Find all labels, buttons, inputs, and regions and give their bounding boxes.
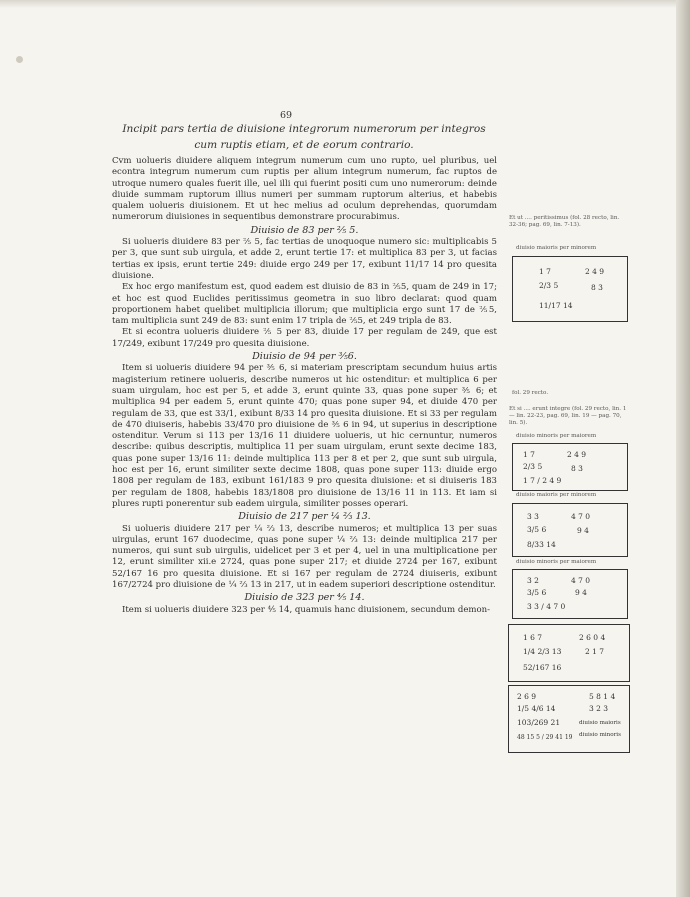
box1-a: 1 7 — [539, 267, 551, 276]
box1-b: 2 4 9 — [585, 267, 605, 276]
margin-note-2: fol. 29 recto. — [512, 390, 549, 396]
box3-b: 4 7 0 — [571, 512, 591, 521]
box1-e: 11/17 14 — [539, 301, 573, 310]
calc-box-1 — [512, 256, 628, 322]
box4-a: 3 2 — [527, 576, 539, 585]
calc-box-6 — [508, 685, 630, 753]
caption-4: diuisio minoris per maiorem — [516, 559, 597, 565]
paragraph-2: Si uolueris diuidere 83 per ⅖ 5, fac tertias de unoquoque numero sic: multiplicabis 5 per 3, que sunt sub uirgula, et adde 2, erunt tertie 17: et multiplica 83 per 3, ut facias tertias ex ipsis, erunt tertie 249: diuide ergo 249 per 17, exibunt 11/17 14 pro quesita diuisione. — [112, 237, 497, 281]
paragraph-5: Item si uolueris diuidere 94 per ⅗ 6, si materiam prescriptam secundum huius artis magisterium retinere uolueris, describe numeros ut hic ostenditur: et multiplica 6 per suam uirgulam, hoc est per 5, et adde 3, erunt quinte 33, quas pone super ⅗ 6; et multiplica 94 per eadem 5, erunt quinte 470; quas pone super 94, et diuide 470 per regulam de 33, que est 33/1, exibunt 8/33 14 pro quesita diuisione. Et si 33 per regulam de 470 diuiseris, habebis 33/470 pro diuisione de ⅗ 6 in 94, ut superius in descriptione ostenditur. Verum si 113 per 13/16 11 diuidere uolueris, ut hic cernuntur, numeros describe: quibus descriptis, multiplica 11 per suam uirgulam, erunt sexte decime 183, quas pone super 13/16 11: deinde multiplica 113 per 8 et per 2, que sunt sub uirgula, hoc est per 16, erunt similiter sexte decime 1808, quas pone super 113: diuide ergo 1808 per regulam de 183, exibunt 161/183 9 pro quesita diuisione: et si diuiseris 183 per regulam de 1808, habebis 183/1808 pro diuisione de 13/16 11 in 113. Et iam si plures rupti ponerentur sub eadem uirgula, similiter posses operari. — [112, 363, 497, 509]
box5-d: 2 1 7 — [585, 647, 605, 656]
calc-box-5 — [508, 624, 630, 682]
page-number: 69 — [280, 110, 293, 121]
box3-c: 3/5 6 — [527, 525, 547, 534]
margin-note-3: Et si .... erunt integre (fol. 29 recto, lin. 1 — lin. 22-23, pag. 69, lin. 19 — pag. 70, lin. 5). — [509, 406, 627, 426]
caption-3: diuisio maioris per minorem — [516, 492, 597, 498]
box1-c: 2/3 5 — [539, 281, 559, 290]
box5-a: 1 6 7 — [523, 633, 543, 642]
title-line-1: Incipit pars tertia de diuisione integrorum numerorum per integros — [122, 123, 486, 135]
heading-3: Diuisio de 217 per ¼ ⅔ 13. — [238, 511, 371, 523]
box6-e: 103/269 21 — [517, 718, 561, 727]
box6-d: 3 2 3 — [589, 704, 609, 713]
box2-e: 1 7 / 2 4 9 — [523, 476, 562, 485]
heading-1: Diuisio de 83 per ⅖ 5. — [250, 224, 359, 236]
page-right-edge — [676, 0, 690, 897]
binding-hole — [16, 56, 23, 63]
main-text — [112, 156, 497, 616]
box5-e: 52/167 16 — [523, 663, 562, 672]
paragraph-6: Si uolueris diuidere 217 per ¼ ⅔ 13, describe numeros; et multiplica 13 per suas uirgulas, erunt 167 duodecime, quas pone super ¼ ⅔ 13: deinde multiplica 217 per numeros, qui sunt sub uirgulis, uidelicet per 3 et per 4, uel in una multiplicatione per 12, erunt similiter xii.e 2724, quas pone super 217; et diuide 2724 per 167, exibunt 52/167 16 pro quesita diuisione. Et si 167 per regulam de 2724 diuiseris, exibunt 167/2724 pro diuisione de ¼ ⅔ 13 in 217, ut in eadem superiori descriptione ostenditur. — [112, 523, 497, 590]
caption-2: diuisio minoris per maiorem — [516, 433, 597, 439]
calc-box-4 — [512, 569, 628, 619]
calc-box-2 — [512, 443, 628, 491]
heading-2: Diuisio de 94 per ⅗6. — [252, 351, 357, 363]
box2-b: 2 4 9 — [567, 450, 587, 459]
calc-box-3 — [512, 503, 628, 557]
box4-b: 4 7 0 — [571, 576, 591, 585]
box4-c: 3/5 6 — [527, 588, 547, 597]
paragraph-1: Cvm uolueris diuidere aliquem integrum numerum cum uno rupto, uel pluribus, uel econtra integrum numerum cum ruptis per alium integrum numerum, fac ruptos de utroque numero quales fuerit ille, uel illi qui fuerint positi cum uno numerorum: deinde diuide summam ruptorum illius numeri per summam ruptorum alterius, et habebis qualem uolueris diuisionem. Et ut hec melius ad oculum deprehendas, quorumdam numerorum diuisiones in sequentibus demonstrare procurabimus. — [112, 156, 497, 223]
box6-f: 48 15 5 / 29 41 19 — [517, 734, 573, 741]
page-top-shadow — [0, 0, 690, 8]
box6-b: 5 8 1 4 — [589, 692, 616, 701]
box2-a: 1 7 — [523, 450, 535, 459]
margin-note-1: Et ut .... peritissimus (fol. 28 recto, lin. 32-36; pag. 69, lin. 7-13). — [509, 215, 620, 228]
box6-caption-b: diuisio minoris — [579, 732, 621, 738]
title-line-2: cum ruptis etiam, et de eorum contrario. — [194, 139, 414, 151]
box3-a: 3 3 — [527, 512, 539, 521]
box3-e: 8/33 14 — [527, 540, 556, 549]
box5-c: 1/4 2/3 13 — [523, 647, 562, 656]
paragraph-4: Et si econtra uolueris diuidere ⅖ 5 per 83, diuide 17 per regulam de 249, que est 17/249, exibunt 17/249 pro quesita diuisione. — [112, 327, 497, 349]
box1-d: 8 3 — [591, 283, 603, 292]
box2-c: 2/3 5 — [523, 462, 543, 471]
paragraph-7: Item si uolueris diuidere 323 per ⅘ 14, quamuis hanc diuisionem, secundum demon- — [122, 604, 491, 615]
paragraph-3: Ex hoc ergo manifestum est, quod eadem est diuisio de 83 in ⅖5, quam de 249 in 17; et hoc est quod Euclides peritissimus geometra in suo libro declarat: quod quam proportionem habet quelibet multiplicia illorum; que multiplicia ergo sunt 17 de ⅖5, tam multiplicia sunt 249 de 83: sunt enim 17 tripla de ⅖5, et 249 tripla de 83. — [112, 282, 497, 327]
heading-4: Diuisio de 323 per ⅘ 14. — [244, 592, 365, 604]
box4-e: 3 3 / 4 7 0 — [527, 602, 566, 611]
box3-d: 9 4 — [577, 526, 589, 535]
box4-d: 9 4 — [575, 588, 587, 597]
box6-caption-a: diuisio maioris — [579, 720, 621, 726]
box6-a: 2 6 9 — [517, 692, 537, 701]
box2-d: 8 3 — [571, 464, 583, 473]
box6-c: 1/5 4/6 14 — [517, 704, 556, 713]
box5-b: 2 6 0 4 — [579, 633, 606, 642]
caption-1: diuisio maioris per minorem — [516, 245, 597, 251]
